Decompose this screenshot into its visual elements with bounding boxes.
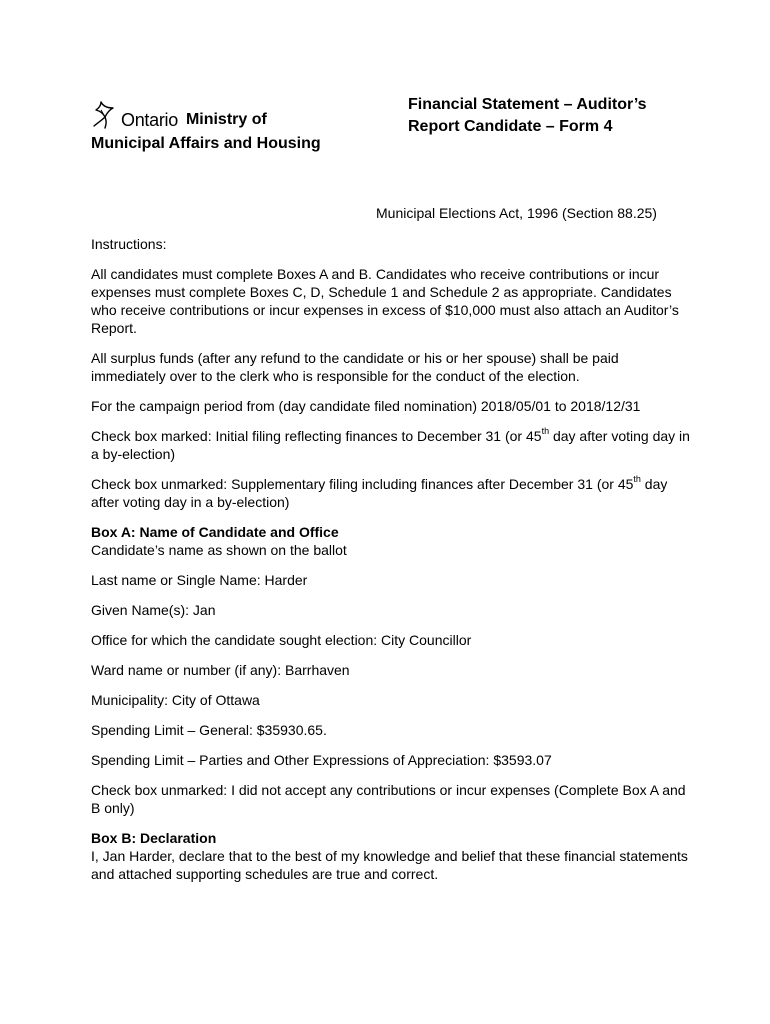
form-title-line1: Financial Statement – Auditor’s <box>408 96 647 113</box>
ontario-logo-text: Ontario <box>121 110 178 130</box>
initial-filing-text-b: day after voting day in a by-election) <box>91 428 690 462</box>
ministry-name-line1: Ministry of <box>185 111 267 128</box>
box-a-subheading: Candidate’s name as shown on the ballot <box>91 542 347 558</box>
box-a-section <box>91 523 691 559</box>
form-title-line2: Report Candidate – Form 4 <box>408 118 613 135</box>
instructions-paragraph-2: All surplus funds (after any refund to the candidate or his or her spouse) shall be paid immediately over to the clerk who is responsible for the conduct of the election. <box>91 350 619 384</box>
instructions-paragraph-1: All candidates must complete Boxes A and B. Candidates who receive contributions or incur expenses must complete Boxes C, D, Schedule 1 and Schedule 2 as appropriate. Candidates who receive contributions or incur expenses in excess of $10,000 must also attach an Auditor’s Report. <box>91 266 679 336</box>
ontario-logo <box>91 94 391 130</box>
initial-filing-checkbox-text <box>91 427 691 463</box>
no-contributions-checkbox-text: Check box unmarked: I did not accept any contributions or incur expenses (Complete Box A and B only) <box>91 782 686 816</box>
box-b-heading: Box B: Declaration <box>91 830 217 846</box>
box-b-declaration: I, Jan Harder, declare that to the best of my knowledge and belief that these financial statements and attached supporting schedules are true and correct. <box>91 848 688 882</box>
supplementary-filing-sup: th <box>633 474 641 485</box>
given-names-field: Given Name(s): Jan <box>91 602 216 618</box>
supplementary-filing-text-a: Check box unmarked: Supplementary filing including finances after December 31 (or 45 <box>91 476 634 492</box>
office-field: Office for which the candidate sought election: City Councillor <box>91 632 472 648</box>
box-a-heading: Box A: Name of Candidate and Office <box>91 524 339 540</box>
municipality-field: Municipality: City of Ottawa <box>91 692 260 708</box>
form-title <box>408 94 708 138</box>
supplementary-filing-checkbox-text <box>91 475 691 511</box>
box-b-section <box>91 829 691 883</box>
campaign-period: For the campaign period from (day candidate filed nomination) 2018/05/01 to 2018/12/31 <box>91 398 641 414</box>
initial-filing-text-a: Check box marked: Initial filing reflecting finances to December 31 (or 45 <box>91 428 542 444</box>
act-reference: Municipal Elections Act, 1996 (Section 88.25) <box>376 205 657 221</box>
document-body <box>91 235 691 895</box>
ward-field: Ward name or number (if any): Barrhaven <box>91 662 350 678</box>
supplementary-filing-text-b: day after voting day in a by-election) <box>91 476 668 510</box>
ministry-name-line2: Municipal Affairs and Housing <box>91 135 321 152</box>
last-name-field: Last name or Single Name: Harder <box>91 572 308 588</box>
spending-limit-parties: Spending Limit – Parties and Other Expressions of Appreciation: $3593.07 <box>91 752 552 768</box>
ministry-header <box>91 94 391 154</box>
instructions-heading: Instructions: <box>91 236 167 252</box>
trillium-icon <box>91 100 119 130</box>
initial-filing-sup: th <box>541 426 550 437</box>
spending-limit-general: Spending Limit – General: $35930.65. <box>91 722 327 738</box>
